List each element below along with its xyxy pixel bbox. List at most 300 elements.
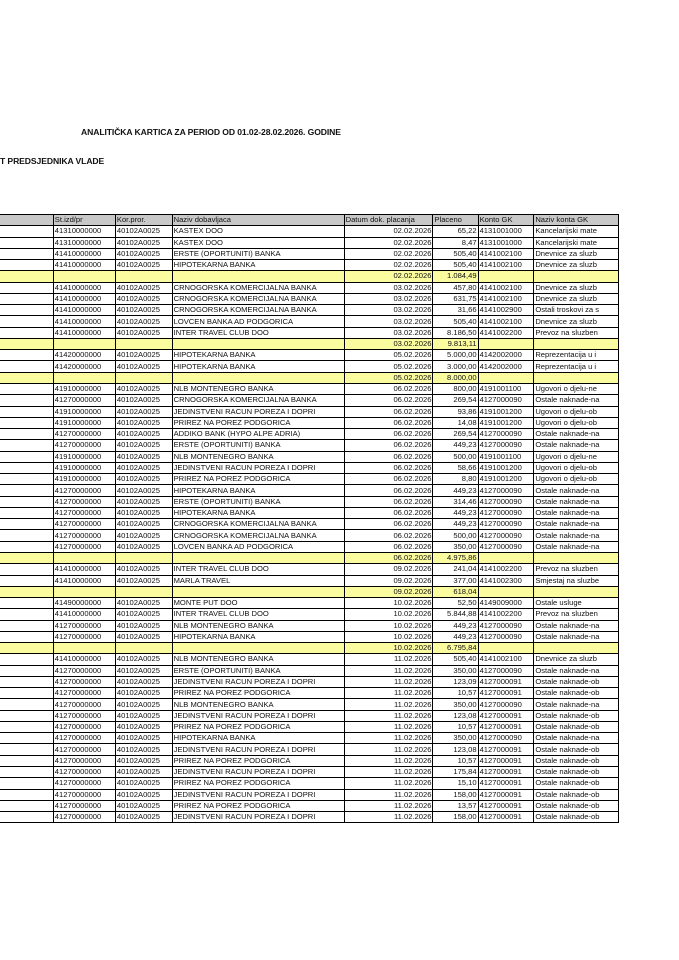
- cell-kor-pror: 40102A0025: [115, 598, 172, 609]
- cell-kor-pror: 40102A0025: [115, 699, 172, 710]
- cell-st-izd: [53, 271, 115, 282]
- cell-payment-date: 10.02.2026: [344, 631, 433, 642]
- cell-account-name: Ostale naknade-na: [534, 496, 619, 507]
- table-row: [0, 676, 619, 687]
- cell-paid: 314,46: [433, 496, 478, 507]
- cell-paid: 123,08: [433, 710, 478, 721]
- ledger-table: [0, 214, 619, 823]
- cell-unit: [0, 778, 53, 789]
- table-row: [0, 721, 619, 732]
- cell-account: [478, 338, 534, 349]
- cell-account-name: Ostale naknade-na: [534, 620, 619, 631]
- cell-supplier: CRNOGORSKA KOMERCIJALNA BANKA: [172, 305, 344, 316]
- cell-supplier: PRIREZ NA POREZ PODGORICA: [172, 474, 344, 485]
- cell-kor-pror: 40102A0025: [115, 395, 172, 406]
- cell-account-name: Ostale naknade-na: [534, 519, 619, 530]
- cell-account-name: Ugovori o djelu-ne: [534, 383, 619, 394]
- cell-payment-date: 05.02.2026: [344, 372, 433, 383]
- cell-account-name: Dnevnice za sluzb: [534, 248, 619, 259]
- cell-paid: 449,23: [433, 507, 478, 518]
- cell-st-izd: 41310000000: [53, 226, 115, 237]
- cell-payment-date: 03.02.2026: [344, 293, 433, 304]
- table-row: [0, 507, 619, 518]
- cell-paid: 5.000,00: [433, 350, 478, 361]
- cell-kor-pror: 40102A0025: [115, 237, 172, 248]
- cell-account: 4141002900: [478, 305, 534, 316]
- cell-account: 4127000090: [478, 620, 534, 631]
- cell-supplier: [172, 586, 344, 597]
- cell-supplier: HIPOTEKARNA BANKA: [172, 361, 344, 372]
- cell-payment-date: 02.02.2026: [344, 237, 433, 248]
- cell-account: [478, 643, 534, 654]
- table-row: [0, 733, 619, 744]
- cell-unit: [0, 451, 53, 462]
- cell-unit: [0, 406, 53, 417]
- cell-kor-pror: 40102A0025: [115, 429, 172, 440]
- cell-payment-date: 06.02.2026: [344, 383, 433, 394]
- cell-supplier: PRIREZ NA POREZ PODGORICA: [172, 688, 344, 699]
- subtotal-row: [0, 586, 619, 597]
- cell-supplier: HIPOTEKARNA BANKA: [172, 350, 344, 361]
- cell-account: 4127000090: [478, 733, 534, 744]
- cell-payment-date: 11.02.2026: [344, 721, 433, 732]
- cell-paid: 449,23: [433, 631, 478, 642]
- cell-payment-date: 10.02.2026: [344, 598, 433, 609]
- cell-kor-pror: 40102A0025: [115, 519, 172, 530]
- cell-payment-date: 06.02.2026: [344, 462, 433, 473]
- cell-supplier: [172, 338, 344, 349]
- cell-account: 4127000091: [478, 755, 534, 766]
- cell-paid: 10,57: [433, 721, 478, 732]
- cell-account-name: Ostali troskovi za s: [534, 305, 619, 316]
- cell-kor-pror: 40102A0025: [115, 564, 172, 575]
- cell-paid: 241,04: [433, 564, 478, 575]
- cell-st-izd: 41410000000: [53, 564, 115, 575]
- cell-supplier: INTER TRAVEL CLUB DOO: [172, 327, 344, 338]
- cell-st-izd: 41270000000: [53, 699, 115, 710]
- cell-st-izd: 41310000000: [53, 237, 115, 248]
- cell-kor-pror: 40102A0025: [115, 305, 172, 316]
- cell-kor-pror: 40102A0025: [115, 733, 172, 744]
- table-row: [0, 451, 619, 462]
- cell-unit: [0, 519, 53, 530]
- cell-account-name: Ugovori o djelu-ob: [534, 462, 619, 473]
- cell-kor-pror: 40102A0025: [115, 812, 172, 823]
- cell-kor-pror: 40102A0025: [115, 665, 172, 676]
- table-row: [0, 429, 619, 440]
- cell-kor-pror: 40102A0025: [115, 789, 172, 800]
- cell-payment-date: 11.02.2026: [344, 778, 433, 789]
- cell-payment-date: 11.02.2026: [344, 767, 433, 778]
- cell-supplier: HIPOTEKARNA BANKA: [172, 507, 344, 518]
- cell-unit: [0, 676, 53, 687]
- cell-account-name: Dnevnice za sluzb: [534, 282, 619, 293]
- cell-paid: 350,00: [433, 665, 478, 676]
- cell-account-name: Ostale naknade-na: [534, 631, 619, 642]
- cell-st-izd: 41270000000: [53, 778, 115, 789]
- cell-account-name: Ostale naknade-na: [534, 507, 619, 518]
- cell-kor-pror: 40102A0025: [115, 260, 172, 271]
- cell-supplier: ADDIKO BANK (HYPO ALPE ADRIA): [172, 429, 344, 440]
- cell-unit: [0, 631, 53, 642]
- cell-paid: 158,00: [433, 812, 478, 823]
- cell-account: [478, 271, 534, 282]
- table-row: [0, 620, 619, 631]
- cell-account-name: Ugovori o djelu-ob: [534, 474, 619, 485]
- cell-kor-pror: 40102A0025: [115, 248, 172, 259]
- cell-account: 4127000091: [478, 812, 534, 823]
- cell-payment-date: 11.02.2026: [344, 676, 433, 687]
- cell-supplier: KASTEX DOO: [172, 226, 344, 237]
- cell-account: 4131001000: [478, 226, 534, 237]
- cell-payment-date: 11.02.2026: [344, 755, 433, 766]
- cell-kor-pror: 40102A0025: [115, 282, 172, 293]
- cell-kor-pror: 40102A0025: [115, 316, 172, 327]
- cell-kor-pror: 40102A0025: [115, 361, 172, 372]
- cell-st-izd: 41270000000: [53, 519, 115, 530]
- cell-paid: 449,23: [433, 440, 478, 451]
- cell-paid: 800,00: [433, 383, 478, 394]
- cell-supplier: INTER TRAVEL CLUB DOO: [172, 609, 344, 620]
- cell-st-izd: 41410000000: [53, 575, 115, 586]
- table-row: [0, 260, 619, 271]
- cell-st-izd: 41910000000: [53, 417, 115, 428]
- cell-account-name: Ostale naknade-na: [534, 665, 619, 676]
- cell-account: 4142002000: [478, 361, 534, 372]
- cell-kor-pror: 40102A0025: [115, 451, 172, 462]
- cell-account: 4149009000: [478, 598, 534, 609]
- cell-unit: [0, 271, 53, 282]
- table-row: [0, 462, 619, 473]
- subtotal-row: [0, 372, 619, 383]
- cell-paid: 505,40: [433, 248, 478, 259]
- cell-paid: 5.844,88: [433, 609, 478, 620]
- cell-kor-pror: 40102A0025: [115, 406, 172, 417]
- cell-st-izd: [53, 372, 115, 383]
- cell-supplier: INTER TRAVEL CLUB DOO: [172, 564, 344, 575]
- cell-paid: 58,66: [433, 462, 478, 473]
- cell-st-izd: 41410000000: [53, 248, 115, 259]
- cell-payment-date: 06.02.2026: [344, 496, 433, 507]
- cell-account: 4141002200: [478, 609, 534, 620]
- cell-st-izd: 41910000000: [53, 406, 115, 417]
- cell-payment-date: 05.02.2026: [344, 350, 433, 361]
- cell-supplier: NLB MONTENEGRO BANKA: [172, 699, 344, 710]
- cell-paid: 9.813,11: [433, 338, 478, 349]
- cell-supplier: JEDINSTVENI RACUN POREZA I DOPRI: [172, 406, 344, 417]
- cell-st-izd: 41270000000: [53, 789, 115, 800]
- cell-kor-pror: 40102A0025: [115, 767, 172, 778]
- cell-kor-pror: 40102A0025: [115, 721, 172, 732]
- cell-paid: 350,00: [433, 699, 478, 710]
- cell-unit: [0, 530, 53, 541]
- cell-account: 4127000090: [478, 507, 534, 518]
- cell-account-name: Ostale naknade-ob: [534, 744, 619, 755]
- cell-account: 4127000090: [478, 530, 534, 541]
- cell-account-name: [534, 643, 619, 654]
- cell-supplier: PRIREZ NA POREZ PODGORICA: [172, 721, 344, 732]
- cell-paid: 505,40: [433, 654, 478, 665]
- cell-unit: [0, 305, 53, 316]
- header-cell-unit: [0, 215, 53, 226]
- cell-payment-date: 09.02.2026: [344, 575, 433, 586]
- cell-payment-date: 06.02.2026: [344, 451, 433, 462]
- cell-account: 4127000091: [478, 789, 534, 800]
- cell-paid: 449,23: [433, 519, 478, 530]
- cell-unit: [0, 654, 53, 665]
- cell-account: 4142002000: [478, 350, 534, 361]
- cell-kor-pror: 40102A0025: [115, 609, 172, 620]
- cell-kor-pror: 40102A0025: [115, 474, 172, 485]
- cell-account-name: [534, 552, 619, 563]
- cell-supplier: HIPOTEKARNA BANKA: [172, 631, 344, 642]
- cell-supplier: NLB MONTENEGRO BANKA: [172, 451, 344, 462]
- cell-account-name: Ostale naknade-ob: [534, 812, 619, 823]
- cell-account-name: Ostale naknade-ob: [534, 778, 619, 789]
- cell-account-name: Ostale usluge: [534, 598, 619, 609]
- cell-paid: 123,09: [433, 676, 478, 687]
- cell-supplier: HIPOTEKARNA BANKA: [172, 733, 344, 744]
- cell-unit: [0, 417, 53, 428]
- cell-paid: 269,54: [433, 429, 478, 440]
- cell-unit: [0, 372, 53, 383]
- cell-unit: [0, 767, 53, 778]
- cell-unit: [0, 800, 53, 811]
- cell-payment-date: 11.02.2026: [344, 744, 433, 755]
- cell-account-name: Ostale naknade-na: [534, 699, 619, 710]
- cell-account: 4141002100: [478, 282, 534, 293]
- cell-supplier: CRNOGORSKA KOMERCIJALNA BANKA: [172, 519, 344, 530]
- cell-st-izd: [53, 338, 115, 349]
- document-title: ANALITIČKA KARTICA ZA PERIOD OD 01.02-28.02.2026. GODINE: [81, 127, 341, 137]
- cell-payment-date: 11.02.2026: [344, 699, 433, 710]
- cell-paid: 6.795,84: [433, 643, 478, 654]
- cell-account-name: [534, 586, 619, 597]
- cell-st-izd: 41490000000: [53, 598, 115, 609]
- cell-kor-pror: 40102A0025: [115, 293, 172, 304]
- cell-account-name: Reprezentacija u i: [534, 350, 619, 361]
- cell-st-izd: 41410000000: [53, 316, 115, 327]
- cell-st-izd: 41270000000: [53, 710, 115, 721]
- cell-account-name: Ostale naknade-ob: [534, 721, 619, 732]
- cell-account: 4191001100: [478, 383, 534, 394]
- cell-paid: 500,00: [433, 451, 478, 462]
- table-row: [0, 789, 619, 800]
- cell-account-name: Ostale naknade-ob: [534, 710, 619, 721]
- cell-payment-date: 11.02.2026: [344, 688, 433, 699]
- cell-paid: 449,23: [433, 620, 478, 631]
- cell-supplier: LOVCEN BANKA AD PODGORICA: [172, 316, 344, 327]
- cell-st-izd: 41420000000: [53, 361, 115, 372]
- cell-kor-pror: 40102A0025: [115, 620, 172, 631]
- header-cell-st-izd: St.izd/pr: [53, 215, 115, 226]
- cell-account: 4127000091: [478, 688, 534, 699]
- cell-paid: 377,00: [433, 575, 478, 586]
- cell-st-izd: 41270000000: [53, 800, 115, 811]
- cell-st-izd: 41270000000: [53, 395, 115, 406]
- cell-paid: 500,00: [433, 530, 478, 541]
- cell-unit: [0, 552, 53, 563]
- cell-account-name: Ostale naknade-ob: [534, 789, 619, 800]
- cell-unit: [0, 293, 53, 304]
- cell-account-name: Dnevnice za sluzb: [534, 654, 619, 665]
- cell-payment-date: 02.02.2026: [344, 226, 433, 237]
- cell-kor-pror: 40102A0025: [115, 631, 172, 642]
- cell-st-izd: 41410000000: [53, 293, 115, 304]
- cell-unit: [0, 462, 53, 473]
- cell-kor-pror: 40102A0025: [115, 800, 172, 811]
- cell-supplier: ERSTE (OPORTUNITI) BANKA: [172, 440, 344, 451]
- cell-account: 4127000091: [478, 744, 534, 755]
- cell-paid: 158,00: [433, 789, 478, 800]
- cell-supplier: ERSTE (OPORTUNITI) BANKA: [172, 496, 344, 507]
- cell-unit: [0, 507, 53, 518]
- cell-paid: 618,04: [433, 586, 478, 597]
- cell-supplier: ERSTE (OPORTUNITI) BANKA: [172, 248, 344, 259]
- cell-supplier: [172, 372, 344, 383]
- cell-supplier: HIPOTEKARNA BANKA: [172, 485, 344, 496]
- cell-st-izd: 41270000000: [53, 767, 115, 778]
- cell-supplier: PRIREZ NA POREZ PODGORICA: [172, 755, 344, 766]
- table-row: [0, 688, 619, 699]
- cell-account-name: Ostale naknade-ob: [534, 755, 619, 766]
- cell-supplier: JEDINSTVENI RACUN POREZA I DOPRI: [172, 767, 344, 778]
- cell-payment-date: 03.02.2026: [344, 282, 433, 293]
- cell-paid: 350,00: [433, 733, 478, 744]
- cell-payment-date: 06.02.2026: [344, 552, 433, 563]
- cell-account: 4127000090: [478, 440, 534, 451]
- cell-account-name: Ugovori o djelu-ob: [534, 417, 619, 428]
- table-row: [0, 665, 619, 676]
- cell-account: 4141002100: [478, 316, 534, 327]
- cell-account: 4141002100: [478, 248, 534, 259]
- subtotal-row: [0, 552, 619, 563]
- table-row: [0, 631, 619, 642]
- cell-account: 4127000090: [478, 699, 534, 710]
- cell-payment-date: 06.02.2026: [344, 485, 433, 496]
- cell-st-izd: [53, 643, 115, 654]
- cell-account: 4191001200: [478, 417, 534, 428]
- cell-st-izd: 41410000000: [53, 654, 115, 665]
- cell-paid: 10,57: [433, 755, 478, 766]
- cell-kor-pror: 40102A0025: [115, 496, 172, 507]
- cell-payment-date: 06.02.2026: [344, 406, 433, 417]
- cell-kor-pror: 40102A0025: [115, 507, 172, 518]
- cell-unit: [0, 789, 53, 800]
- cell-st-izd: 41270000000: [53, 429, 115, 440]
- table-row: [0, 778, 619, 789]
- table-row: [0, 710, 619, 721]
- cell-payment-date: 03.02.2026: [344, 327, 433, 338]
- cell-account: 4191001200: [478, 462, 534, 473]
- cell-supplier: [172, 271, 344, 282]
- cell-account-name: Ostale naknade-na: [534, 733, 619, 744]
- cell-supplier: [172, 552, 344, 563]
- cell-account: 4127000090: [478, 395, 534, 406]
- cell-unit: [0, 665, 53, 676]
- cell-st-izd: 41270000000: [53, 755, 115, 766]
- cell-payment-date: 03.02.2026: [344, 305, 433, 316]
- cell-payment-date: 03.02.2026: [344, 316, 433, 327]
- table-row: [0, 327, 619, 338]
- cell-account-name: Ostale naknade-na: [534, 395, 619, 406]
- cell-supplier: LOVCEN BANKA AD PODGORICA: [172, 541, 344, 552]
- cell-payment-date: 06.02.2026: [344, 440, 433, 451]
- cell-kor-pror: 40102A0025: [115, 755, 172, 766]
- cell-unit: [0, 327, 53, 338]
- cell-account: 4127000091: [478, 800, 534, 811]
- cell-account-name: Kancelarijski mate: [534, 237, 619, 248]
- cell-st-izd: 41270000000: [53, 530, 115, 541]
- table-row: [0, 699, 619, 710]
- cell-account: [478, 586, 534, 597]
- cell-payment-date: 11.02.2026: [344, 812, 433, 823]
- table-header-row: [0, 215, 619, 226]
- cell-supplier: MONTE PUT DOO: [172, 598, 344, 609]
- table-row: [0, 654, 619, 665]
- cell-unit: [0, 282, 53, 293]
- cell-payment-date: 11.02.2026: [344, 665, 433, 676]
- cell-supplier: MARLA TRAVEL: [172, 575, 344, 586]
- table-row: [0, 440, 619, 451]
- cell-account-name: Ostale naknade-ob: [534, 676, 619, 687]
- cell-supplier: NLB MONTENEGRO BANKA: [172, 654, 344, 665]
- cell-unit: [0, 586, 53, 597]
- cell-unit: [0, 496, 53, 507]
- cell-paid: 65,22: [433, 226, 478, 237]
- cell-st-izd: 41270000000: [53, 721, 115, 732]
- table-row: [0, 800, 619, 811]
- cell-paid: 350,00: [433, 541, 478, 552]
- cell-account: 4127000090: [478, 631, 534, 642]
- cell-payment-date: 11.02.2026: [344, 710, 433, 721]
- cell-account-name: [534, 271, 619, 282]
- table-row: [0, 755, 619, 766]
- table-row: [0, 530, 619, 541]
- table-row: [0, 350, 619, 361]
- cell-paid: 14,08: [433, 417, 478, 428]
- cell-st-izd: 41270000000: [53, 440, 115, 451]
- cell-payment-date: 06.02.2026: [344, 429, 433, 440]
- cell-account-name: Ostale naknade-na: [534, 485, 619, 496]
- table-row: [0, 496, 619, 507]
- cell-unit: [0, 485, 53, 496]
- cell-unit: [0, 643, 53, 654]
- cell-unit: [0, 248, 53, 259]
- cell-account-name: Dnevnice za sluzb: [534, 260, 619, 271]
- cell-unit: [0, 474, 53, 485]
- cell-payment-date: 03.02.2026: [344, 338, 433, 349]
- cell-account: 4127000091: [478, 767, 534, 778]
- cell-account-name: Dnevnice za sluzb: [534, 293, 619, 304]
- cell-account: 4191001100: [478, 451, 534, 462]
- cell-account-name: Ostale naknade-na: [534, 440, 619, 451]
- table-row: [0, 293, 619, 304]
- cell-unit: [0, 316, 53, 327]
- cell-paid: 3.000,00: [433, 361, 478, 372]
- cell-account-name: Smjestaj na sluzbe: [534, 575, 619, 586]
- cell-supplier: JEDINSTVENI RACUN POREZA I DOPRI: [172, 676, 344, 687]
- header-cell-payment-date: Datum dok. placanja: [344, 215, 433, 226]
- cell-supplier: PRIREZ NA POREZ PODGORICA: [172, 417, 344, 428]
- cell-st-izd: 41270000000: [53, 507, 115, 518]
- cell-paid: 8.000,00: [433, 372, 478, 383]
- cell-account-name: Kancelarijski mate: [534, 226, 619, 237]
- cell-account-name: Ostale naknade-ob: [534, 688, 619, 699]
- header-cell-kor-pror: Kor.pror.: [115, 215, 172, 226]
- table-row: [0, 305, 619, 316]
- cell-paid: 631,75: [433, 293, 478, 304]
